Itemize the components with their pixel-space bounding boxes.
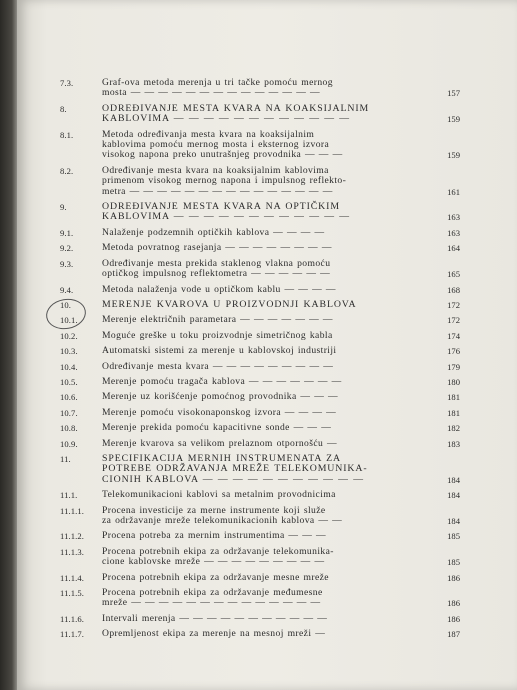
toc-entry-page: 184 (447, 490, 460, 501)
toc-entry (60, 166, 460, 197)
toc-entry-title-line: Merenje pomoću tragača kablova — — — — — — — (102, 375, 342, 387)
toc-entry-page: 183 (447, 438, 460, 449)
toc-entry-number: 11.1.3. (60, 546, 85, 557)
toc-entry-title (102, 300, 460, 310)
toc-entry-number: 9.3. (60, 258, 74, 269)
toc-entry-title-line: za održavanje mreže telekomunikacionih kablova — — (102, 515, 343, 526)
toc-entry-title-line: ODREĐIVANJE MESTA KVARA NA KOAKSIJALNIM (102, 102, 370, 114)
toc-entry-title (102, 166, 460, 197)
toc-entry-title (102, 377, 460, 387)
toc-entry-page: 180 (447, 376, 460, 387)
toc-entry-title (102, 285, 460, 295)
toc-entry (60, 78, 460, 99)
toc-entry-title-line: Određivanje mesta kvara na koaksijalnim kablovima (102, 164, 329, 176)
toc-entry-title (102, 531, 460, 541)
toc-entry-number: 11.1.2. (60, 531, 85, 542)
toc-entry (60, 362, 460, 372)
toc-entry (60, 315, 460, 325)
toc-entry-number: 11.1. (60, 490, 78, 501)
toc-entry (60, 408, 460, 418)
toc-entry (60, 202, 460, 223)
toc-entry-title-line: Merenje pomoću visokonaponskog izvora — — — — (102, 406, 337, 418)
toc-entry (60, 547, 460, 568)
toc-entry-title-line: Procena potrebnih ekipa za održavanje telekomunika- (102, 545, 334, 557)
toc-entry-title-line: SPECIFIKACIJA MERNIH INSTRUMENATA ZA (102, 452, 342, 464)
toc-entry-number: 9.2. (60, 243, 74, 254)
toc-entry (60, 531, 460, 541)
toc-entry-title-line: ODREĐIVANJE MESTA KVARA NA OPTIČKIM (102, 201, 340, 213)
toc-entry-number: 10.6. (60, 392, 78, 403)
toc-entry-title-line: Metoda povratnog rasejanja — — — — — — — — (102, 242, 332, 254)
toc-entry-number: 11.1.6. (60, 613, 85, 624)
toc-entry-page: 168 (447, 284, 460, 295)
toc-entry-title-line: visokog napona preko unutrašnjeg provodnika — — — (102, 149, 343, 161)
toc-entry (60, 614, 460, 624)
toc-entry-title-line: Merenje električnih parametara — — — — — — — (102, 314, 333, 326)
toc-entry-title (102, 130, 460, 161)
toc-entry-page: 179 (447, 361, 460, 372)
toc-entry-title (102, 259, 460, 280)
toc-entry-title (102, 506, 460, 527)
toc-entry-title (102, 588, 460, 609)
toc-entry (60, 573, 460, 583)
toc-entry-page: 182 (447, 423, 460, 434)
toc-entry-title-line: Merenje kvarova sa velikom prelaznom otpornošću — (102, 437, 337, 449)
toc-entry-title-line: metra — — — — — — — — — — — — — — — (102, 185, 333, 197)
toc-entry (60, 506, 460, 527)
toc-entry-page: 161 (447, 186, 460, 197)
toc-entry (60, 423, 460, 433)
toc-entry-page: 181 (447, 407, 460, 418)
toc-entry (60, 243, 460, 253)
toc-entry-page: 172 (447, 315, 460, 326)
toc-entry-page: 181 (447, 392, 460, 403)
toc-entry-title-line: Određivanje mesta prekida staklenog vlakna pomoću (102, 257, 331, 269)
toc-entry-number: 11.1.1. (60, 505, 85, 516)
toc-entry-title-line: Graf-ova metoda merenja u tri tačke pomoću mernog (102, 77, 333, 88)
toc-entry-title (102, 104, 460, 125)
toc-entry-number: 10.4. (60, 361, 78, 372)
toc-entry-title (102, 362, 460, 372)
toc-entry-title-line: mreže — — — — — — — — — — — — — — (102, 597, 321, 609)
toc-entry-page: 163 (447, 212, 460, 223)
toc-entry (60, 259, 460, 280)
toc-entry-title-line: Telekomunikacioni kablovi sa metalnim provodnicima (102, 489, 336, 501)
toc-entry-page: 187 (447, 629, 460, 640)
toc-entry (60, 392, 460, 402)
toc-entry-title (102, 315, 460, 325)
toc-entry-title-line: Merenje uz korišćenje pomoćnog provodnika — — — (102, 391, 339, 403)
toc-entry-number: 10.8. (60, 423, 78, 434)
toc-entry-number: 11.1.5. (60, 588, 85, 599)
toc-entry-title-line: Nalaženje podzemnih optičkih kablova — — — — (102, 226, 325, 238)
toc-entry-page: 159 (447, 114, 460, 125)
toc-entry-title-line: Procena potrebnih ekipa za održavanje međumesne (102, 587, 323, 599)
toc-entry-page: 163 (447, 227, 460, 238)
toc-entry-number: 11.1.4. (60, 572, 85, 583)
toc-entry-title-line: KABLOVIMA — — — — — — — — — — — — (102, 113, 350, 125)
toc-entry-title-line: Automatski sistemi za merenje u kablovskoj industriji (102, 345, 337, 357)
toc-entry (60, 588, 460, 609)
toc-entry-number: 8. (60, 103, 67, 114)
toc-entry-page: 185 (447, 557, 460, 568)
toc-entry (60, 439, 460, 449)
toc-entry (60, 228, 460, 238)
toc-entry-number: 10.7. (60, 407, 78, 418)
toc-entry-title-line: mosta — — — — — — — — — — — — — — (102, 87, 321, 99)
toc-entry-title-line: CIONIH KABLOVA — — — — — — — — — — — (102, 473, 364, 485)
toc-entry-title (102, 423, 460, 433)
toc-entry-title-line: Procena potreba za mernim instrumentima — — — (102, 530, 327, 542)
toc-entry-number: 8.2. (60, 165, 74, 176)
toc-entry (60, 377, 460, 387)
toc-entry-title (102, 243, 460, 253)
toc-entry (60, 454, 460, 485)
toc-entry-title (102, 573, 460, 583)
toc-entry-title (102, 78, 460, 99)
toc-entry-page: 174 (447, 330, 460, 341)
toc-entry-title (102, 202, 460, 223)
toc-entry (60, 346, 460, 356)
toc-entry-title (102, 346, 460, 356)
toc-entry-title-line: KABLOVIMA — — — — — — — — — — — — (102, 211, 350, 223)
toc-entry-number: 9.1. (60, 227, 74, 238)
toc-entry-title-line: Procena potrebnih ekipa za održavanje mesne mreže (102, 571, 329, 583)
toc-entry-page: 176 (447, 346, 460, 357)
toc-entry (60, 300, 460, 310)
toc-entry-title-line: primenom visokog mernog napona i impulsnog reflekto- (102, 175, 347, 187)
toc-entry (60, 285, 460, 295)
toc-entry-number: 9.4. (60, 284, 74, 295)
toc-entry (60, 130, 460, 161)
toc-entry-title (102, 331, 460, 341)
toc-entry-title-line: Procena investicije za merne instrumente koji služe (102, 504, 326, 516)
toc-entry-title-line: Određivanje mesta kvara — — — — — — — — — (102, 360, 334, 372)
toc-entry-number: 7.3. (60, 78, 74, 88)
toc-entry-number: 8.1. (60, 129, 74, 140)
toc-entry-title (102, 439, 460, 449)
toc-entry-page: 186 (447, 613, 460, 624)
toc-entry-title-line: Merenje prekida pomoću kapacitivne sonde — — — (102, 422, 332, 434)
toc-entry-title (102, 490, 460, 500)
toc-entry-title-line: Moguće greške u toku proizvodnje simetričnog kabla (102, 329, 333, 341)
toc-entry-title-line: Metoda određivanja mesta kvara na koaksijalnim (102, 128, 315, 140)
toc-entry (60, 104, 460, 125)
toc-entry (60, 490, 460, 500)
toc-entry-page: 185 (447, 531, 460, 542)
toc-entry-number: 10. (60, 299, 72, 310)
toc-entry-title-line: POTREBE ODRŽAVANJA MREŽE TELEKOMUNIKA- (102, 463, 368, 475)
toc-entry-number: 10.5. (60, 376, 78, 387)
toc-entry-page: 186 (447, 572, 460, 583)
toc-entry-title (102, 408, 460, 418)
toc-entry (60, 629, 460, 639)
toc-entry-number: 10.9. (60, 438, 78, 449)
toc-entry-page: 157 (447, 88, 460, 99)
toc-entry-title-line: kablovima pomoću mernog mosta i eksternog izvora (102, 139, 330, 151)
toc-entry-title-line: Intervali merenja — — — — — — — — — — — (102, 612, 328, 624)
toc-entry-title (102, 547, 460, 568)
toc-entry-number: 10.3. (60, 346, 78, 357)
toc-entry (60, 331, 460, 341)
toc-entry-title (102, 454, 460, 485)
toc-entry-number: 11.1.7. (60, 629, 85, 640)
toc-entry-page: 184 (447, 516, 460, 526)
table-of-contents (60, 78, 460, 645)
toc-entry-page: 164 (447, 243, 460, 254)
book-spine (0, 0, 17, 690)
toc-entry-number: 10.1. (60, 315, 78, 326)
toc-entry-number: 10.2. (60, 330, 78, 341)
toc-entry-number: 9. (60, 202, 67, 213)
toc-entry-page: 172 (447, 299, 460, 310)
toc-entry-title-line: MERENJE KVAROVA U PROIZVODNJI KABLOVA (102, 298, 357, 310)
toc-entry-title-line: Opremljenost ekipa za merenje na mesnoj mreži — (102, 628, 326, 640)
toc-entry-title (102, 629, 460, 639)
toc-entry-page: 165 (447, 269, 460, 280)
toc-entry-title-line: cione kablovske mreže — — — — — — — — — (102, 556, 325, 568)
toc-entry-title (102, 228, 460, 238)
toc-entry-title-line: optičkog impulsnog reflektometra — — — — — — (102, 268, 331, 280)
toc-entry-title (102, 392, 460, 402)
toc-entry-page: 186 (447, 598, 460, 609)
toc-entry-number: 11. (60, 453, 71, 464)
toc-entry-title-line: Metoda nalaženja vode u optičkom kablu — — — — (102, 283, 336, 295)
toc-entry-title (102, 614, 460, 624)
toc-entry-page: 184 (447, 474, 460, 485)
toc-entry-page: 159 (447, 150, 460, 161)
